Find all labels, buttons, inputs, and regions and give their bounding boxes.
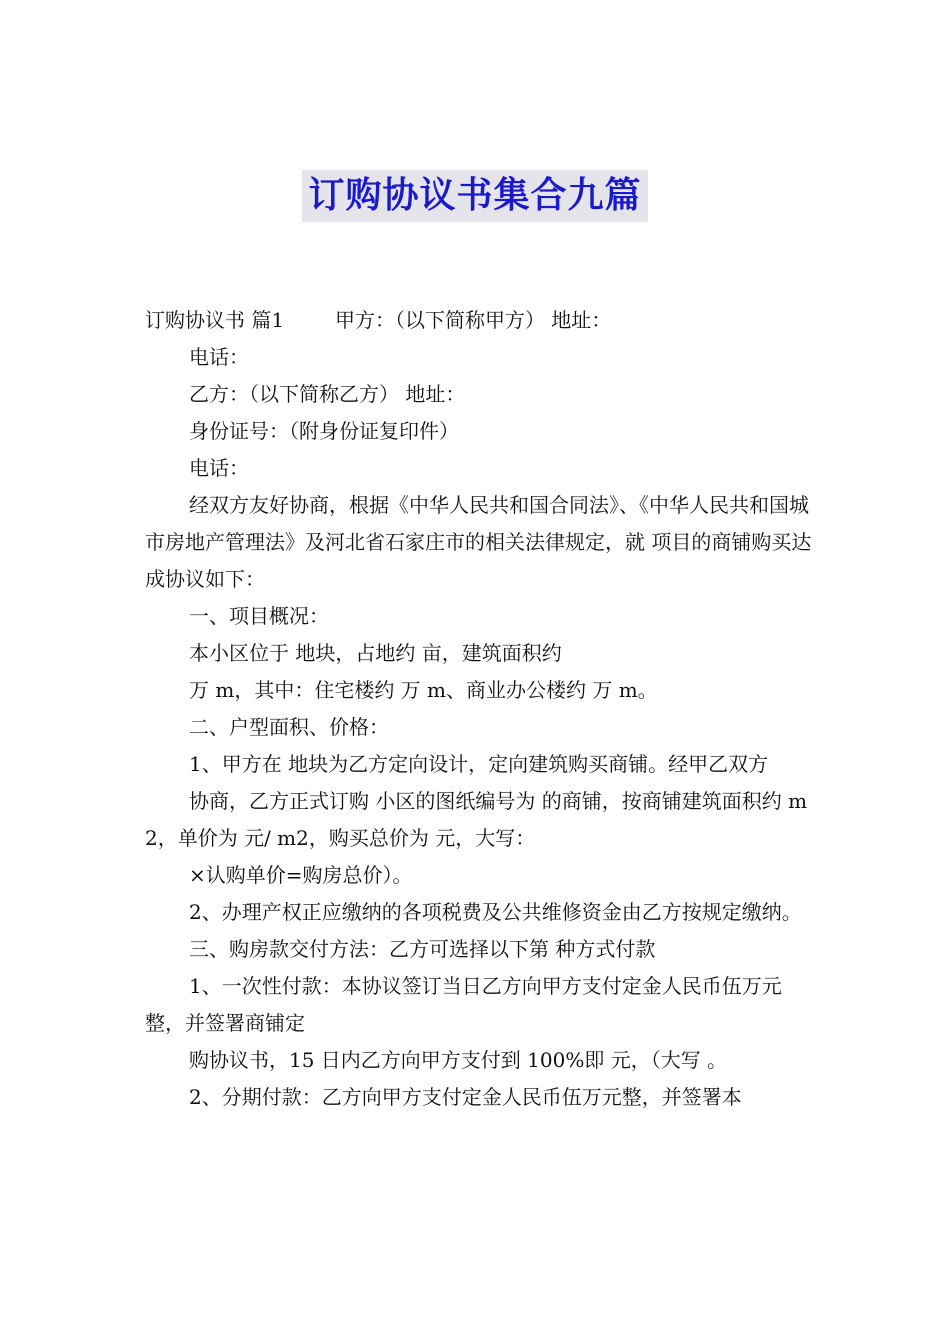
paragraph: 2、办理产权正应缴纳的各项税费及公共维修资金由乙方按规定缴纳。 <box>189 900 802 924</box>
paragraph: 乙方：（以下简称乙方） 地址： <box>189 382 466 406</box>
paragraph: 三、购房款交付方法：乙方可选择以下第 种方式付款 <box>189 937 656 961</box>
paragraph: 1、一次性付款：本协议签订当日乙方向甲方支付定金人民币伍万元整，并签署商铺定 <box>145 974 782 1035</box>
paragraph: 订购协议书 篇1 甲方：（以下简称甲方） 地址： <box>145 308 612 332</box>
paragraph: 2、分期付款：乙方向甲方支付定金人民币伍万元整，并签署本 <box>189 1085 742 1109</box>
paragraph: 电话： <box>189 456 249 480</box>
title-area <box>0 170 950 222</box>
paragraph: 经双方友好协商，根据《中华人民共和国合同法》、《中华人民共和国城市房地产管理法》及河北省石家庄市的相关法律规定，就 项目的商铺购买达成协议如下： <box>145 493 812 591</box>
document-body <box>145 302 813 1116</box>
paragraph: 本小区位于 地块，占地约 亩，建筑面积约 <box>189 641 562 665</box>
paragraph: 购协议书，15 日内乙方向甲方支付到 100%即 元，（大写 。 <box>189 1048 728 1072</box>
paragraph: 万 m，其中：住宅楼约 万 m、商业办公楼约 万 m。 <box>189 678 658 702</box>
paragraph: 二、户型面积、价格： <box>189 715 389 739</box>
document-title: 订购协议书集合九篇 <box>302 170 647 222</box>
paragraph: 1、甲方在 地块为乙方定向设计，定向建筑购买商铺。经甲乙双方 <box>189 752 769 776</box>
paragraph: 一、项目概况： <box>189 604 329 628</box>
paragraph: 协商，乙方正式订购 小区的图纸编号为 的商铺，按商铺建筑面积约 m2，单价为 元/ m2，购买总价为 元，大写： <box>145 789 808 850</box>
paragraph: 电话： <box>189 345 249 369</box>
paragraph: 身份证号：（附身份证复印件） <box>189 419 459 443</box>
paragraph: ×认购单价=购房总价）。 <box>189 863 413 887</box>
